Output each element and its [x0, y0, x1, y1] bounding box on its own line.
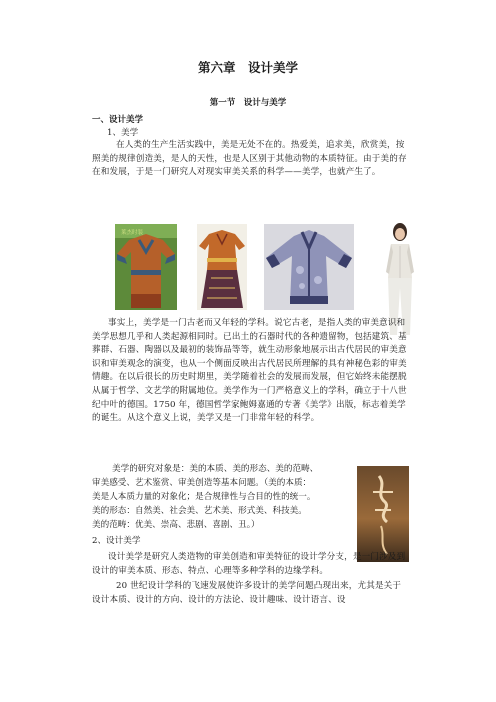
heading-design-aesthetics: 一、设计美学 — [92, 115, 144, 125]
research-line-5: 美的范畴：优美、崇高、悲剧、喜剧、丑。） — [92, 520, 260, 530]
paragraph-design-aesthetics: 设计美学是研究人类造物的审美创造和审美特征的设计学分支，是一门涉及到设计的审美本质、形态、特点、心理等多种学科的边缘学科。 — [92, 552, 406, 576]
research-line-1: 美学的研究对象是：美的本质、美的形态、美的范畴、 — [112, 464, 319, 474]
paragraph-intro: 在人类的生产生活实践中，美是无处不在的。热爱美，追求美，欣赏美，按照美的规律创造美，是人的天性，也是人区别于其他动物的本质特征。由于美的存在和发展，于是一门研究人对现实审美关系的科学——美学，也就产生了。 — [92, 140, 407, 178]
chapter-title: 第六章 设计美学 — [197, 60, 298, 75]
research-line-4: 美的形态：自然美、社会美、艺术美、形式美、科技美。 — [92, 506, 307, 516]
robe-image-3 — [264, 224, 354, 310]
image-1-label: 莱杰时装 — [121, 230, 144, 236]
robe-image-1 — [115, 224, 177, 310]
section-title: 第一节 设计与美学 — [209, 98, 287, 108]
robe-image-2 — [197, 224, 247, 310]
paragraph-20th-century: 20 世纪设计学科的飞速发展使许多设计的美学问题凸现出来，尤其是关于设计本质、设计的方向、设计的方法论、设计趣味、设计语言、设 — [92, 581, 402, 605]
aesthetics-book-cover — [357, 466, 409, 562]
research-line-2: 审美感受、艺术鉴赏、审美创造等基本问题。（美的本质： — [92, 478, 312, 488]
subheading-design-aesthetics: 2、设计美学 — [92, 536, 141, 546]
subheading-aesthetics: 1、美学 — [107, 128, 139, 138]
research-line-3: 美是人本质力量的对象化；是合规律性与合目的性的统一。 — [92, 492, 316, 502]
paragraph-history: 事实上，美学是一门古老而又年轻的学科。说它古老，是指人类的审美意识和美学思想几乎和人类起源相同时。已出土的石器时代的各种遗留物，包括建筑、基葬群、石器、陶器以及最初的装饰品等等，就生动形象地展示出古代居民的审美意识和审美观念的演变，也从一个侧面反映出古代居民所理解的具有神秘色彩的审美情趣。在以后很长的历史时期里，美学随着社会的发展而发展，但它始终未能摆脱从属于哲学、文艺学的附属地位。美学作为一门严格意义上的学科，确立于十八世纪中叶的德国。1750 年，德国哲学家鲍姆嘉通的专著《美学》出版，标志着美学的诞生。从这个意义上说，美学又是一门非常年轻的科学。 — [92, 318, 407, 424]
